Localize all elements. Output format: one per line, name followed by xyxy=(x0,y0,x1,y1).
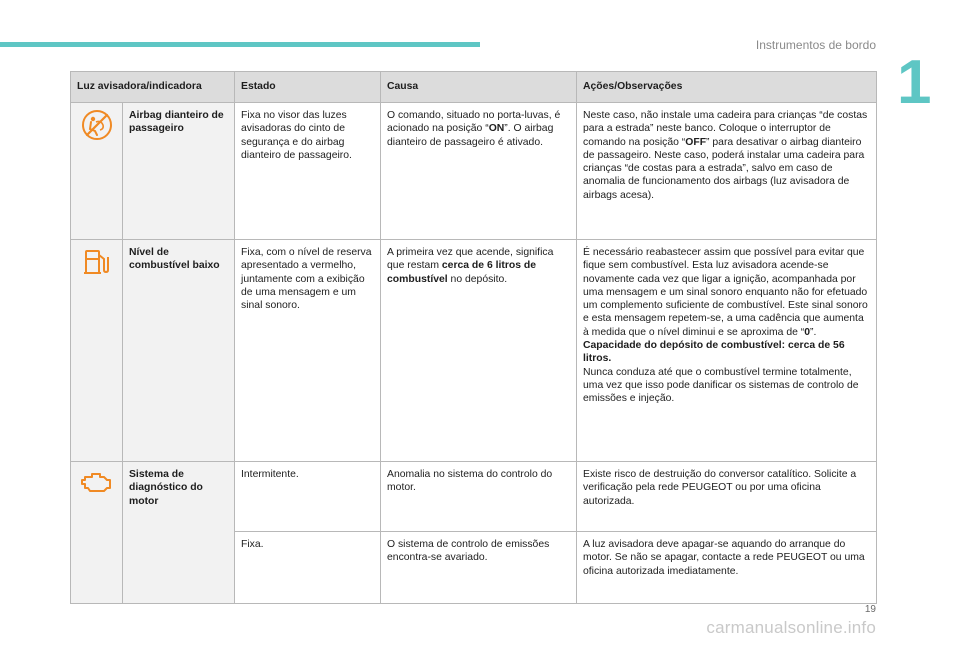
action-cell: É necessário reabastecer assim que possível para evitar que fique sem combustível. Esta luz avisadora acende-se novamente cada vez que ligar a ignição, acompanhada por uma mensagem e um sinal sonoro enquanto não for efetuado um complemento suficiente de combustível. Este sinal sonoro e esta mensagem repetem-se, a uma cadência que aumenta à medida que o nível diminui e se aproxima de “0”. Capacidade do depósito de combustível: cerca de 56 litros. Nunca conduza até que o combustível termine totalmente, uma vez que isso pode danificar os sistemas de controlo de emissões e injeção. xyxy=(577,240,877,462)
icon-cell xyxy=(71,103,123,240)
state-cell: Fixa. xyxy=(235,532,381,604)
chapter-number: 1 xyxy=(897,48,932,117)
icon-cell xyxy=(71,240,123,462)
engine-check-icon xyxy=(81,488,113,499)
action-cell: Neste caso, não instale uma cadeira para crianças “de costas para a estrada” neste banco. Coloque o interruptor de comando na posição “OFF” para desativar o airbag dianteiro de passageiro. Neste caso, poderá instalar uma cadeira para crianças “de costas para a estrada”, salvo em caso de anomalia de funcionamento dos airbags (luz avisadora de airbags acesa). xyxy=(577,103,877,240)
cause-cell: O sistema de controlo de emissões encontra-se avariado. xyxy=(381,532,577,604)
table-row xyxy=(71,103,877,240)
column-header-cause: Causa xyxy=(381,72,577,103)
indicator-name: Nível de combustível baixo xyxy=(123,240,235,462)
cause-cell: Anomalia no sistema do controlo do motor. xyxy=(381,462,577,532)
action-cell: Existe risco de destruição do conversor catalítico. Solicite a verificação pela rede PEUGEOT ou por uma oficina autorizada. xyxy=(577,462,877,532)
header-accent-bar xyxy=(0,42,480,47)
column-header-state: Estado xyxy=(235,72,381,103)
page-number: 19 xyxy=(864,604,876,615)
state-cell: Fixa, com o nível de reserva apresentado a vermelho, juntamente com a exibição de uma mensagem e um sinal sonoro. xyxy=(235,240,381,462)
fuel-pump-icon xyxy=(82,270,112,281)
column-header-indicator: Luz avisadora/indicadora xyxy=(71,72,235,103)
cause-cell: O comando, situado no porta-luvas, é acionado na posição “ON”. O airbag dianteiro de passageiro é ativado. xyxy=(381,103,577,240)
section-title: Instrumentos de bordo xyxy=(755,38,876,52)
column-header-actions: Ações/Observações xyxy=(577,72,877,103)
state-cell: Intermitente. xyxy=(235,462,381,532)
table-row xyxy=(71,462,877,532)
icon-cell xyxy=(71,462,123,604)
action-cell: A luz avisadora deve apagar-se aquando do arranque do motor. Se não se apagar, contacte a rede PEUGEOT ou uma oficina autorizada imediatamente. xyxy=(577,532,877,604)
cause-cell: A primeira vez que acende, significa que restam cerca de 6 litros de combustível no depósito. xyxy=(381,240,577,462)
table-row xyxy=(71,240,877,462)
table-header-row xyxy=(71,72,877,103)
watermark: carmanualsonline.info xyxy=(706,618,876,637)
indicator-name: Airbag dianteiro de passageiro xyxy=(123,103,235,240)
warning-lights-table xyxy=(70,71,877,604)
state-cell: Fixa no visor das luzes avisadoras do cinto de segurança e do airbag dianteiro de passageiro. xyxy=(235,103,381,240)
indicator-name: Sistema de diagnóstico do motor xyxy=(123,462,235,604)
airbag-off-icon xyxy=(81,133,113,144)
